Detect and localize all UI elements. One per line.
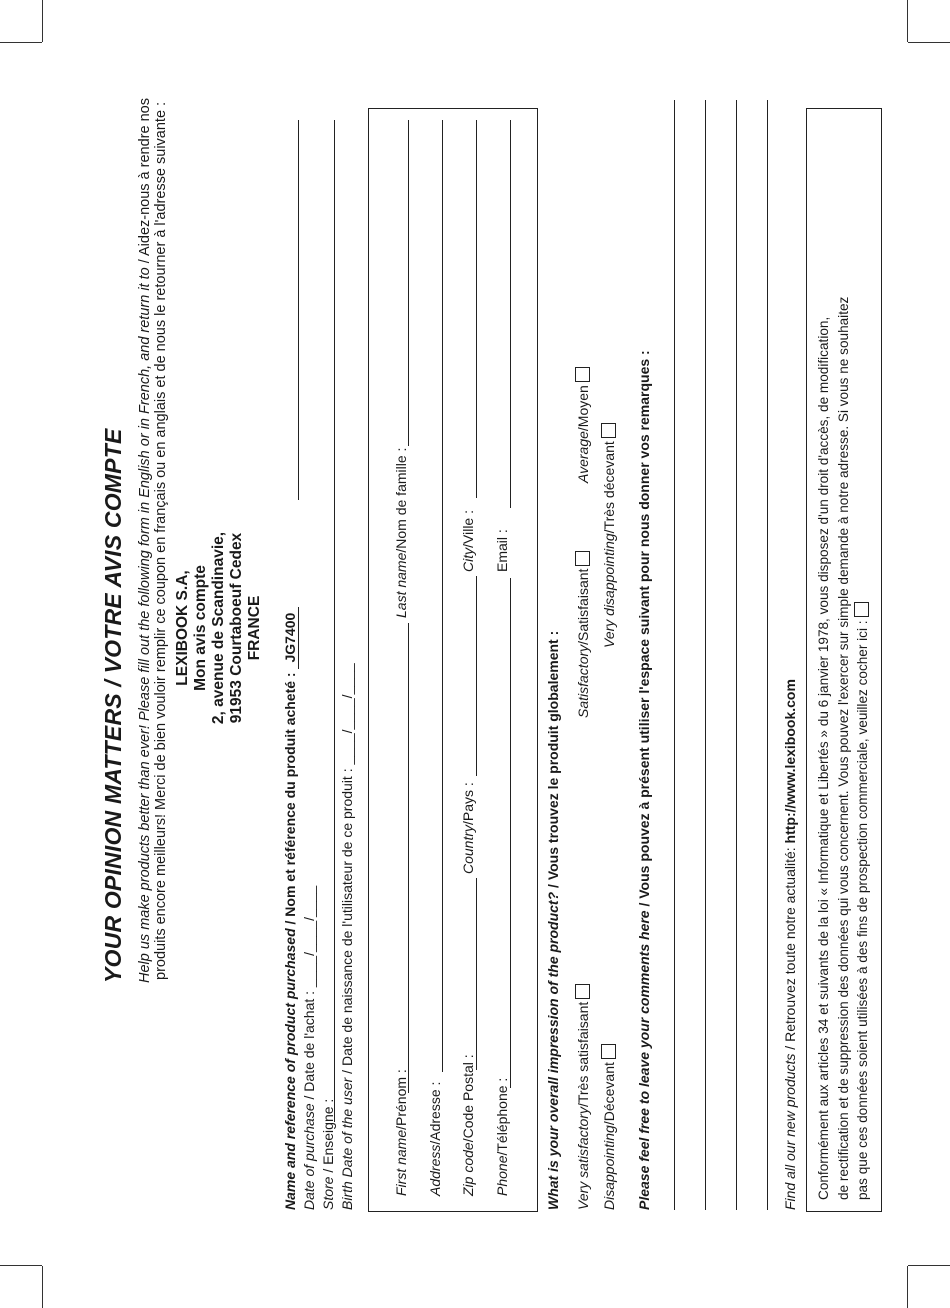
address-line: FRANCE [246,595,263,661]
comment-line[interactable] [674,100,675,1210]
address-field[interactable] [442,120,443,1072]
website-line: Find all our new products / Retrouvez toute notre actualité: http://www.lexibook.com [782,679,798,1210]
last-name-label: Last name/Nom de famille : [393,447,409,618]
email-label: Email : [494,529,510,572]
country-label: Country/Pays : [460,782,476,874]
intro-text-line2: produits encore meilleurs! Merci de bien vouloir remplir ce coupon en français ou en anglais et de nous le retourner à l'adresse suivante : [153,101,169,980]
zip-field[interactable] [476,878,477,1070]
contact-frame [368,108,538,1212]
store-line [334,120,335,1122]
comments-label: Please feel free to leave your comments here / Vous pouvez à présent utiliser l'espace suivant pour nous donner vos remarques : [636,350,652,1210]
rating-average[interactable]: Average/Moyen [575,367,591,483]
intro-text-line1: Help us make products better than ever! Please fill out the following form in English or in French, and return it to / Aidez-nous à rendre nos [137,98,153,983]
opt-out-checkbox[interactable] [854,602,869,617]
checkbox[interactable] [575,551,590,566]
form-title: YOUR OPINION MATTERS / VOTRE AVIS COMPTE [100,428,126,983]
country-field[interactable] [476,576,477,776]
store-field[interactable]: Store / Enseigne : [320,1098,336,1210]
rating-question: What is your overall impression of the product? / Vous trouvez le produit globalement : [545,630,561,1210]
birth-date[interactable]: Birth Date of the user / Date de naissance de l'utilisateur de ce produit : ____/____/____ [339,663,355,1210]
legal-line: de rectification et de suppression des données qui vous concernent. Vous pouvez l'exercer sur simple demande à notre adresse. Si vous ne souhaitez [835,296,851,1200]
checkbox[interactable] [575,984,590,999]
rating-very-disappointing[interactable]: Very disappointing/Très décevant [601,423,617,648]
address-line: 2, avenue de Scandinavie, [210,531,227,725]
legal-notice [814,115,873,1200]
checkbox[interactable] [575,367,590,382]
city-field[interactable] [476,120,477,498]
rating-disappointing[interactable]: Disappointing/Décevant [601,1044,617,1210]
comment-line[interactable] [705,100,706,1210]
last-name-field[interactable] [408,120,409,446]
zip-label: Zip code/Code Postal : [460,1054,476,1196]
address-line: LEXIBOOK S.A, [174,570,191,686]
address-line: Mon avis compte [192,565,209,691]
checkbox[interactable] [601,423,616,438]
address-line: 91953 Courtaboeuf Cedex [228,532,245,724]
return-address [174,478,264,778]
city-label: City/Ville : [460,510,476,572]
comment-line[interactable] [736,100,737,1210]
rating-satisfactory[interactable]: Satisfactory/Satisfaisant [575,551,591,718]
phone-field[interactable] [510,578,511,1088]
legal-line: pas que ces données soient utilisées à des fins de prospection commerciale, veuillez cocher ici : [853,115,873,1200]
product-reference-value: JG7400 [282,607,299,669]
comment-line[interactable] [767,100,768,1210]
rating-very-satisfactory[interactable]: Very satisfactory/Très satisfaisant [575,984,591,1210]
website-link[interactable]: http://www.lexibook.com [782,679,798,844]
email-field[interactable] [510,120,511,508]
legal-line: Conformément aux articles 34 et suivants de la loi « Informatique et Libertés » du 6 janvier 1978, vous disposez d'un droit d'accès, de modification, [816,316,831,1200]
product-reference: Name and reference of product purchased / Nom et référence du produit acheté : JG7400 [282,607,299,1210]
first-name-label: First name/Prénom : [393,1069,409,1196]
checkbox[interactable] [601,1044,616,1059]
address-label: Address/Adresse : [427,1081,443,1196]
phone-label: Phone/Téléphone : [494,1077,510,1196]
product-line [298,120,299,500]
purchase-date[interactable]: Date of purchase / Date de l'achat : ____/____/____ [301,885,317,1210]
first-name-field[interactable] [408,623,409,1093]
